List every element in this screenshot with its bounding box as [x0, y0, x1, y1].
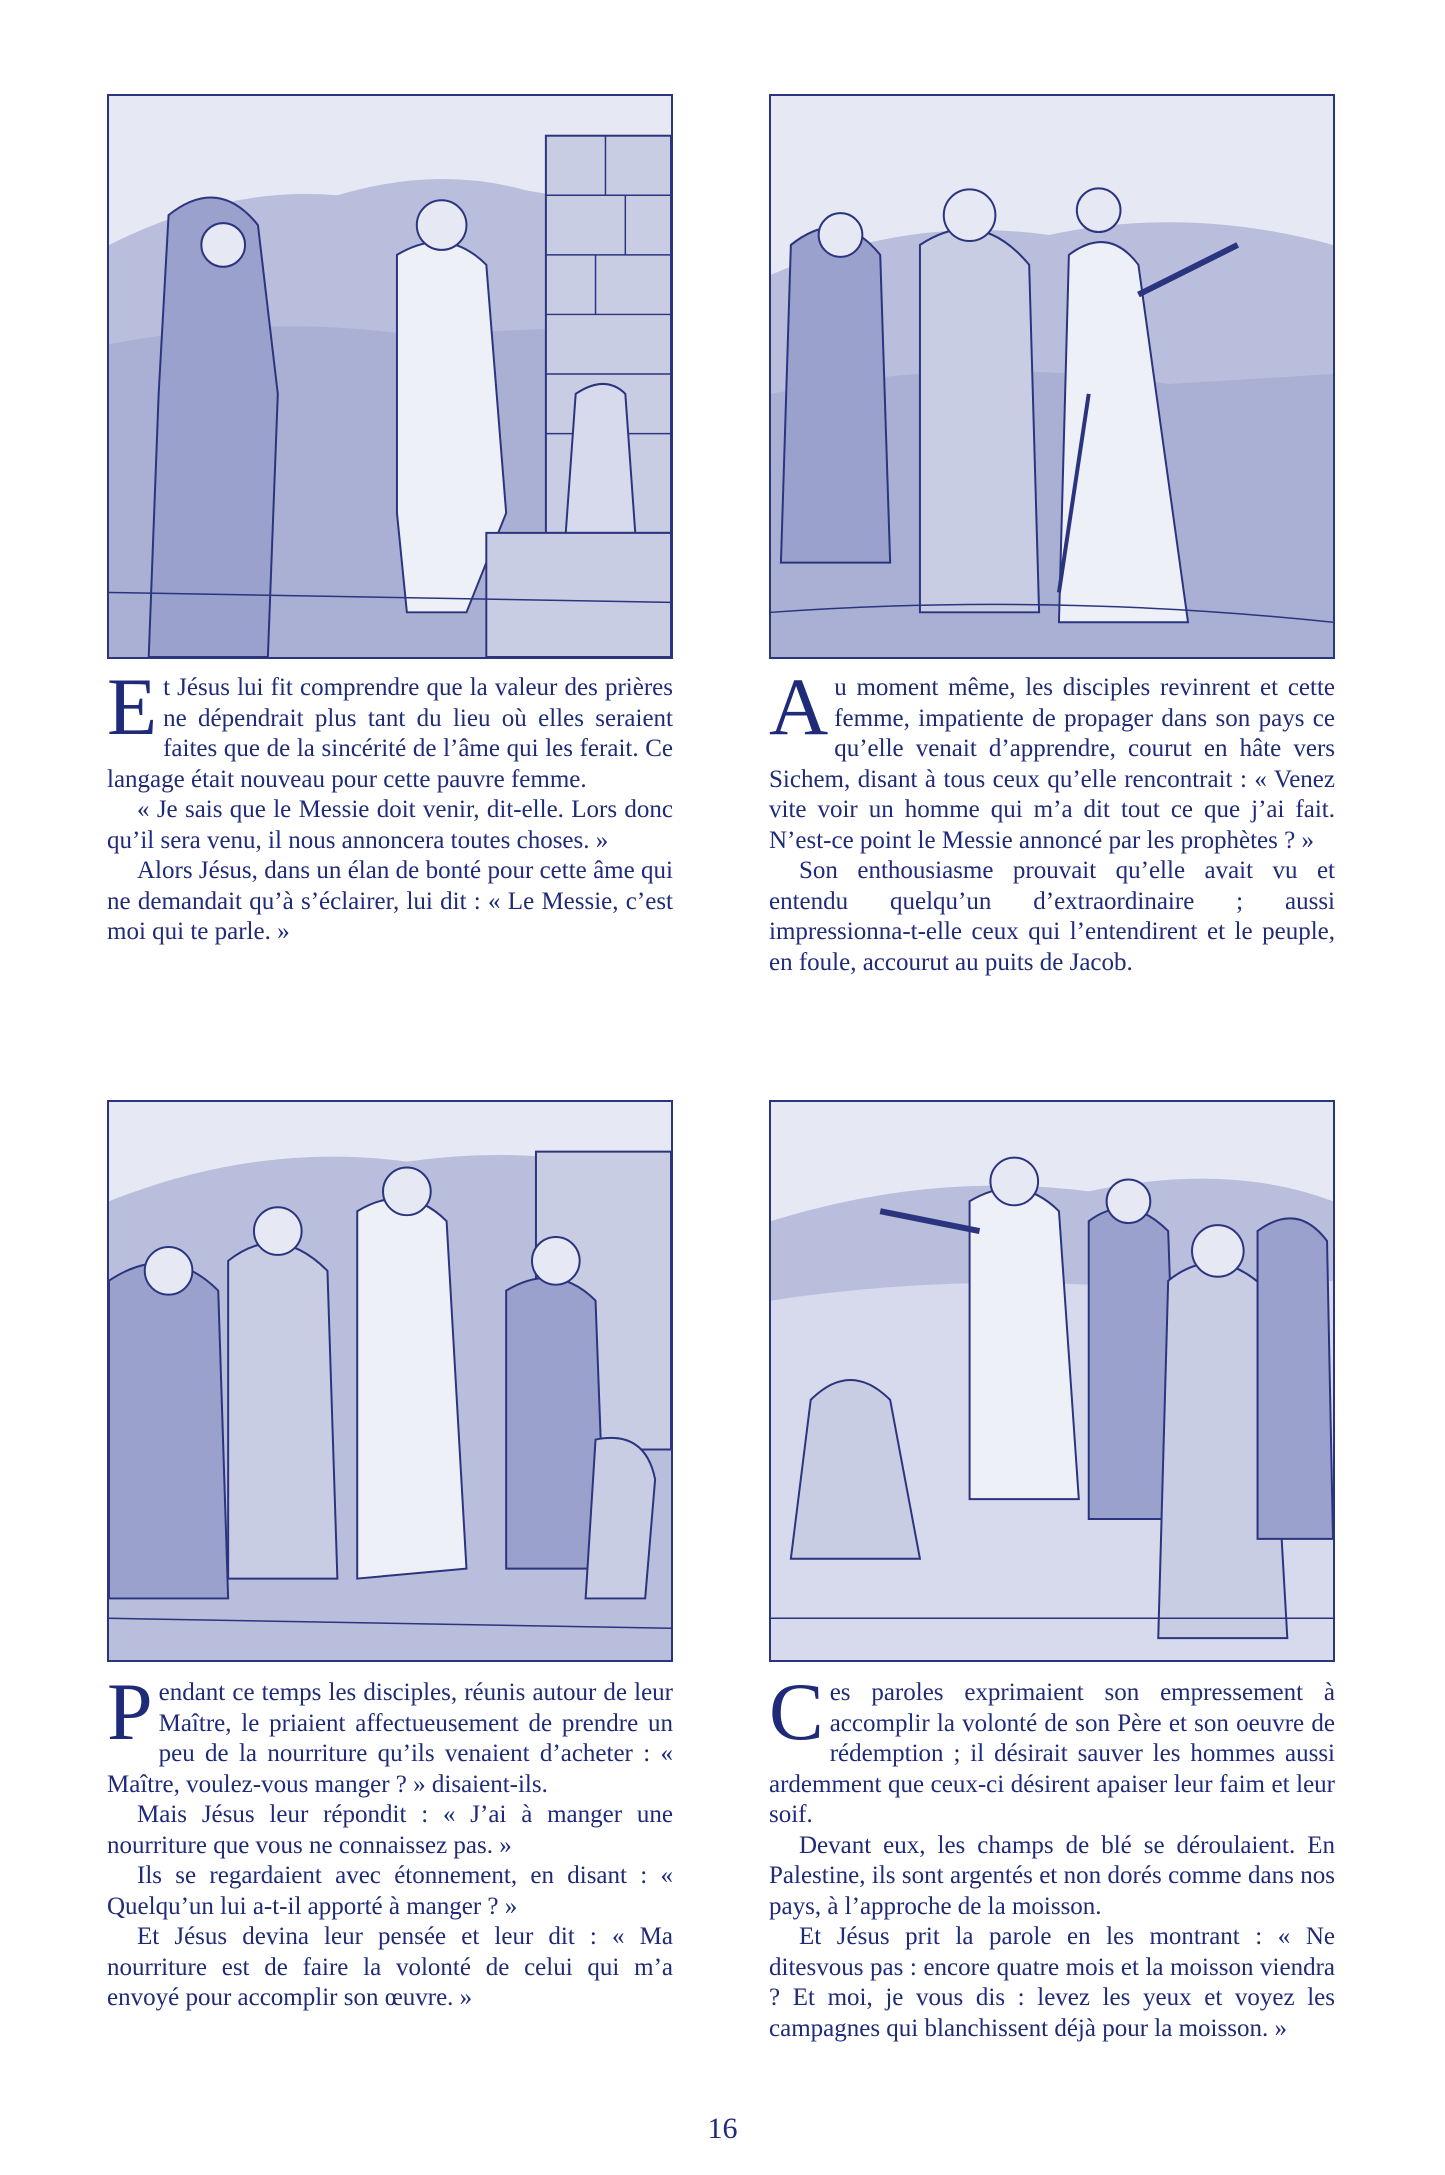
- text-section-4: [769, 1666, 1335, 2044]
- dropcap: P: [107, 1666, 153, 1757]
- illustration-woman-at-well: [107, 94, 673, 659]
- paragraph: « Je sais que le Messie doit venir, dit-elle. Lors donc qu’il sera venu, il nous annoncera toutes choses. »: [107, 796, 673, 854]
- text-section-2: [769, 661, 1335, 978]
- text-section-3: [107, 1666, 673, 2014]
- paragraph: Ces paroles exprimaient son empressement à accomplir la volonté de son Père et son oeuvre de rédemption ; il désirait sauver les hommes aussi ardemment que ceux-ci désirent apaiser leur faim et leur soif.: [769, 1666, 1335, 1828]
- paragraph: Et Jésus prit la parole en les montrant : « Ne ditesvous pas : encore quatre mois et la moisson viendra ? Et moi, je vous dis : levez les yeux et voyez les campagnes qui blanchissent déjà pour la moisson. »: [769, 1923, 1335, 2042]
- paragraph: Pendant ce temps les disciples, réunis autour de leur Maître, le priaient affectueusement de prendre un peu de la nourriture qu’ils venaient d’acheter : « Maître, voulez-vous manger ? » disaient-ils.: [107, 1666, 673, 1798]
- paragraph: Ils se regardaient avec étonnement, en disant : « Quelqu’un lui a-t-il apporté à manger ? »: [107, 1862, 673, 1920]
- paragraph: Et Jésus lui fit comprendre que la valeur des prières ne dépendrait plus tant du lieu où elles seraient faites que de la sincérité de l’âme qui les ferait. Ce langage était nouveau pour cette pauvre femme.: [107, 661, 673, 793]
- paragraph: Alors Jésus, dans un élan de bonté pour cette âme qui ne demandait qu’à s’éclairer, lui dit : « Le Messie, c’est moi qui te parle. »: [107, 857, 673, 945]
- page-number: 16: [707, 2112, 738, 2145]
- illustration-disciples-offer-food: [107, 1100, 673, 1662]
- paragraph: Mais Jésus leur répondit : « J’ai à manger une nourriture que vous ne connaissez pas. »: [107, 1801, 673, 1859]
- dropcap: A: [769, 661, 829, 752]
- paragraph: Au moment même, les disciples revinrent et cette femme, impatiente de propager dans son pays ce qu’elle venait d’apprendre, courut en hâte vers Sichem, disant à tous ceux qu’elle rencontrait : « Venez vite voir un homme qui m’a dit tout ce que j’ai fait. N’est-ce point le Messie annoncé par les prophètes ? »: [769, 661, 1335, 854]
- paragraph: Son enthousiasme prouvait qu’elle avait vu et entendu quelqu’un d’extraordinaire ; aussi impressionna-t-elle ceux qui l’entendirent et le peuple, en foule, accourut au puits de Jacob.: [769, 857, 1335, 976]
- dropcap: E: [107, 661, 158, 752]
- paragraph: Devant eux, les champs de blé se déroulaient. En Palestine, ils sont argentés et non dorés comme dans nos pays, à l’approche de la moisson.: [769, 1831, 1335, 1920]
- text-section-1: [107, 661, 673, 948]
- dropcap: C: [769, 1666, 824, 1757]
- illustration-woman-returns-to-town: [769, 94, 1335, 659]
- illustration-jesus-points-to-fields: [769, 1100, 1335, 1662]
- paragraph: Et Jésus devina leur pensée et leur dit : « Ma nourriture est de faire la volonté de celui qui m’a envoyé pour accomplir son œuvre. »: [107, 1923, 673, 2011]
